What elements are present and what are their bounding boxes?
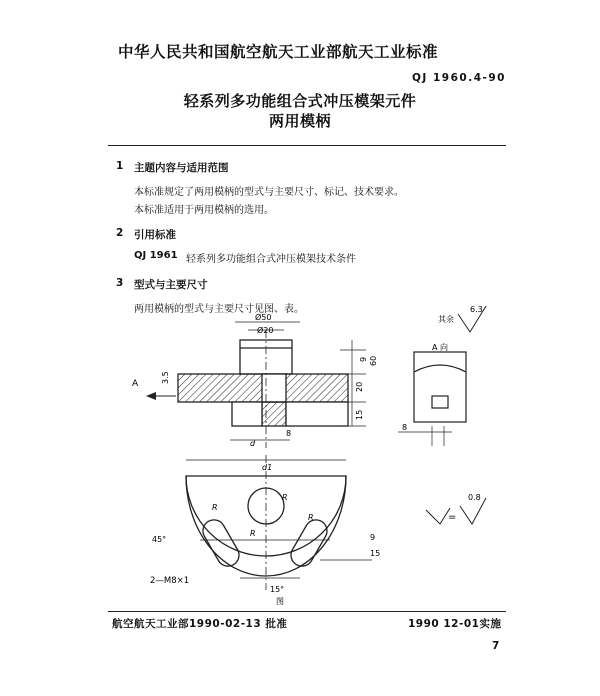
dim-8: 8 [286, 429, 292, 438]
dim-20: 20 [355, 381, 364, 392]
arrow-a-label: A [132, 379, 139, 389]
section-2-title: 引用标准 [134, 229, 176, 241]
header-title: 中华人民共和国航空航天工业部航天工业标准 [118, 43, 439, 61]
section-3-title: 型式与主要尺寸 [134, 279, 208, 291]
dim-15-deg: 15° [270, 585, 285, 594]
section-1-para-2: 本标准适用于两用模柄的选用。 [134, 205, 274, 216]
roughness-value: 6.3 [470, 305, 483, 314]
svg-text:=: = [448, 512, 457, 523]
section-2-number: 2 [116, 227, 124, 239]
section-3-para-1: 两用模柄的型式与主要尺寸见图、表。 [134, 304, 304, 315]
dim-9: 9 [359, 356, 368, 362]
roughness-symbol-small-icon [426, 508, 450, 524]
section-1-title: 主题内容与适用范围 [134, 162, 229, 174]
standard-number: QJ 1960.4-90 [412, 72, 506, 84]
dim-d50: Ø50 [255, 313, 272, 322]
reference-code: QJ 1961 [134, 250, 178, 261]
effective-date: 1990 12-01实施 [408, 618, 502, 630]
dim-8b: 8 [402, 423, 408, 432]
label-r2: R [250, 529, 256, 538]
side-view-a [398, 352, 466, 446]
doc-title-line1: 轻系列多功能组合式冲压模架元件 [183, 92, 417, 110]
section-1-number: 1 [116, 160, 124, 172]
section-3-number: 3 [116, 277, 124, 289]
dim-3-5: 3.5 [161, 371, 170, 384]
plan-view [186, 455, 372, 590]
dim-60: 60 [369, 355, 378, 366]
label-r3: R [282, 493, 288, 502]
dim-45-deg: 45° [152, 535, 167, 544]
dim-15b: 15 [370, 549, 381, 558]
thread-label: 2—M8×1 [150, 576, 190, 586]
dim-9b: 9 [370, 533, 376, 542]
label-r: R [212, 503, 218, 512]
front-view [146, 322, 366, 448]
dim-d1: d1 [262, 463, 273, 472]
doc-title-line2: 两用模柄 [268, 112, 331, 130]
dim-15: 15 [355, 409, 364, 420]
reference-text: 轻系列多功能组合式冲压模架技术条件 [186, 254, 356, 265]
roughness-label: 其余 [438, 315, 454, 324]
issued-date: 航空航天工业部1990-02-13 批准 [112, 618, 288, 630]
page-number: 7 [492, 640, 500, 652]
label-r1: R [308, 513, 314, 522]
dim-d: d [250, 439, 256, 448]
footer-rule [108, 611, 506, 612]
section-1-para-1: 本标准规定了两用模柄的型式与主要尺寸、标记、技术要求。 [134, 187, 404, 198]
figure-caption: 图 [276, 597, 284, 606]
roughness-value-2: 0.8 [468, 493, 481, 502]
view-a-label: A 向 [432, 343, 449, 352]
dim-d20: Ø20 [257, 326, 274, 335]
